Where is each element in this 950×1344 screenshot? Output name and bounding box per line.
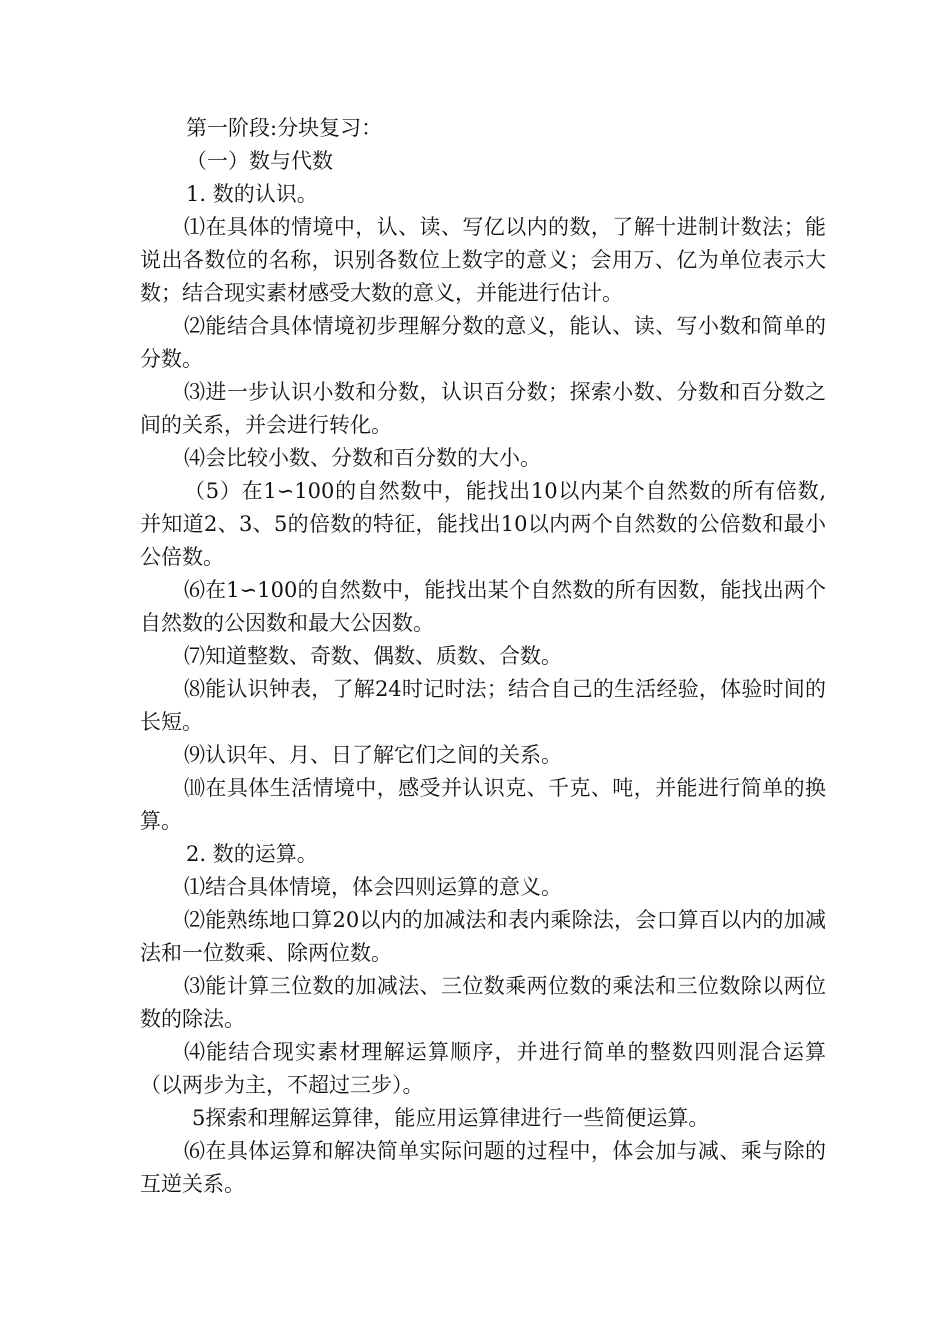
topic-heading: 2. 数的运算。 <box>186 842 318 866</box>
paragraph: ⑹在具体运算和解决简单实际问题的过程中，体会加与减、乘与除的互逆关系。 <box>140 1139 826 1196</box>
paragraph: ⑹在1∽100的自然数中，能找出某个自然数的所有因数，能找出两个自然数的公因数和最大公因数。 <box>140 578 826 635</box>
topic-heading: 1. 数的认识。 <box>186 182 318 206</box>
paragraph: 5探索和理解运算律，能应用运算律进行一些简便运算。 <box>192 1106 710 1130</box>
paragraph: ⑽在具体生活情境中，感受并认识克、千克、吨，并能进行简单的换算。 <box>140 776 826 833</box>
paragraph: （5）在1∽100的自然数中，能找出10以内某个自然数的所有倍数,并知道2、3、5的倍数的特征，能找出10以内两个自然数的公倍数和最小公倍数。 <box>140 479 826 569</box>
paragraph: ⑶能计算三位数的加减法、三位数乘两位数的乘法和三位数除以两位数的除法。 <box>140 974 826 1031</box>
paragraph: ⑺知道整数、奇数、偶数、质数、合数。 <box>184 644 562 668</box>
paragraph: ⑼认识年、月、日了解它们之间的关系。 <box>184 743 562 767</box>
paragraph: ⑷会比较小数、分数和百分数的大小。 <box>184 446 541 470</box>
paragraph: ⑴结合具体情境，体会四则运算的意义。 <box>184 875 562 899</box>
paragraph: ⑷能结合现实素材理解运算顺序，并进行简单的整数四则混合运算（以两步为主，不超过三步）。 <box>140 1040 826 1097</box>
paragraph: ⑵能结合具体情境初步理解分数的意义，能认、读、写小数和简单的分数。 <box>140 314 826 371</box>
document-page <box>140 112 826 1201</box>
paragraph: ⑵能熟练地口算20以内的加减法和表内乘除法，会口算百以内的加减法和一位数乘、除两位数。 <box>140 908 826 965</box>
paragraph: ⑻能认识钟表，了解24时记时法；结合自己的生活经验，体验时间的长短。 <box>140 677 826 734</box>
section-title: 第一阶段:分块复习： <box>186 116 383 140</box>
paragraph: ⑶进一步认识小数和分数，认识百分数；探索小数、分数和百分数之间的关系，并会进行转化。 <box>140 380 826 437</box>
subsection-title: （一）数与代数 <box>186 149 333 173</box>
paragraph: ⑴在具体的情境中，认、读、写亿以内的数，了解十进制计数法；能说出各数位的名称，识别各数位上数字的意义；会用万、亿为单位表示大数；结合现实素材感受大数的意义，并能进行估计。 <box>140 215 826 305</box>
